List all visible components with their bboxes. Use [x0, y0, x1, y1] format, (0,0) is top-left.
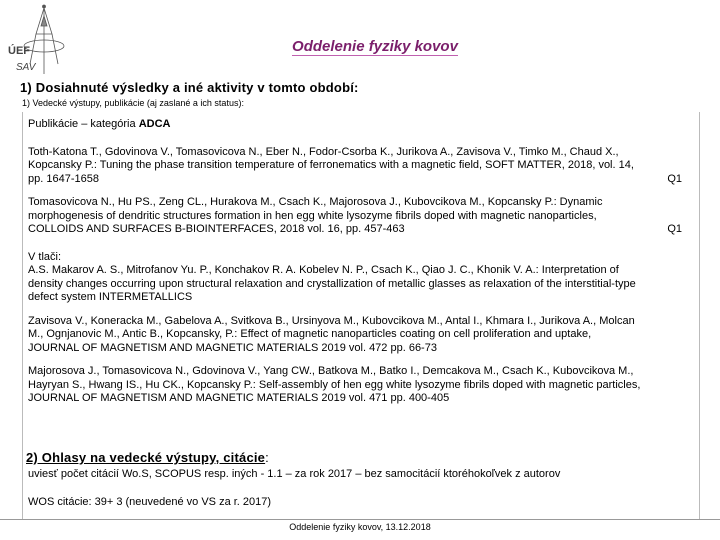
publication-line: M., Ognjanovic M., Antic B., Kopcansky, P.: Effect of magnetic nanoparticles coating on cell proliferation and uptake,	[28, 328, 592, 340]
in-press-label: V tlači:	[28, 250, 62, 263]
footer-divider	[0, 519, 720, 520]
section2-heading: 2) Ohlasy na vedecké výstupy, citácie:	[26, 450, 269, 465]
logo-text-top: ÚEF	[8, 45, 30, 57]
publication-line: Tomasovicova N., Hu PS., Zeng CL., Hurakova M., Csach K., Majorosova J., Kubovcikova M., Kopcansky P.: Dynamic	[28, 196, 603, 208]
publication-line: Kopcansky P.: Tuning the phase transition temperature of ferronematics with a magnetic field, SOFT MATTER, 2018, vol. 14,	[28, 159, 634, 171]
publication-entry	[28, 365, 692, 406]
publication-entry	[28, 196, 692, 237]
logo-text-bottom: SAV	[16, 62, 36, 73]
publication-entry	[28, 264, 692, 305]
publication-line: Toth-Katona T., Gdovinova V., Tomasovicova N., Eber N., Fodor-Csorba K., Jurikova A., Zavisova V., Timko M., Chaud X.,	[28, 145, 619, 158]
page-title: Oddelenie fyziky kovov	[292, 38, 458, 55]
section2-subheading: uviesť počet citácií Wo.S, SCOPUS resp. iných - 1.1 – za rok 2017 – bez samocitácií ktoréhokoľvek z autorov	[28, 468, 561, 480]
section1-heading: 1) Dosiahnuté výsledky a iné aktivity v tomto období:	[20, 80, 359, 95]
quartile-badge: Q1	[667, 172, 682, 185]
publication-line: A.S. Makarov A. S., Mitrofanov Yu. P., Konchakov R. A. Kobelev N. P., Csach K., Qiao J. C., Khonik V. A.: Interpretation of	[28, 264, 619, 276]
publication-line: Hayryan S., Hwang IS., Hu CK., Kopcansky P.: Self-assembly of hen egg white lysozyme fibrils doped with magnetic particles,	[28, 378, 641, 391]
footer: Oddelenie fyziky kovov, 13.12.2018	[289, 522, 431, 532]
publication-line: JOURNAL OF MAGNETISM AND MAGNETIC MATERIALS 2019 vol. 471 pp. 400-405	[28, 392, 450, 404]
publication-line: Majorosova J., Tomasovicova N., Gdovinova V., Yang CW., Batkova M., Batko I., Demcakova M., Csach K., Kubovcikova M.,	[28, 365, 634, 377]
category-label: Publikácie – kategória ADCA	[28, 118, 171, 130]
publication-line: morphogenesis of dendritic structures formation in hen egg white lysozyme fibrils doped with magnetic nanoparticles,	[28, 209, 597, 222]
publication-line: defect system INTERMETALLICS	[28, 291, 193, 303]
section1-subheading: 1) Vedecké výstupy, publikácie (aj zaslané a ich status):	[22, 98, 244, 108]
publication-line: JOURNAL OF MAGNETISM AND MAGNETIC MATERIALS 2019 vol. 472 pp. 66-73	[28, 341, 437, 354]
publication-entry	[28, 315, 692, 356]
publication-entry	[28, 146, 692, 187]
publications-content	[28, 118, 692, 416]
publication-line: Zavisova V., Koneracka M., Gabelova A., Svitkova B., Ursinyova M., Kubovcikova M., Antal I., Khmara I., Jurikova A., Molcan	[28, 314, 635, 327]
publication-line: Q1 COLLOIDS AND SURFACES B-BIOINTERFACES, 2018 vol. 16, pp. 457-463	[28, 223, 682, 235]
publication-line: Q1 pp. 1647-1658	[28, 172, 682, 185]
wos-citations: WOS citácie: 39+ 3 (neuvedené vo VS za r. 2017)	[28, 496, 272, 508]
publication-line: density changes occurring upon structural relaxation and crystallization of metallic glasses as relaxation of the interstitial-type	[28, 277, 636, 290]
quartile-badge: Q1	[667, 223, 682, 235]
